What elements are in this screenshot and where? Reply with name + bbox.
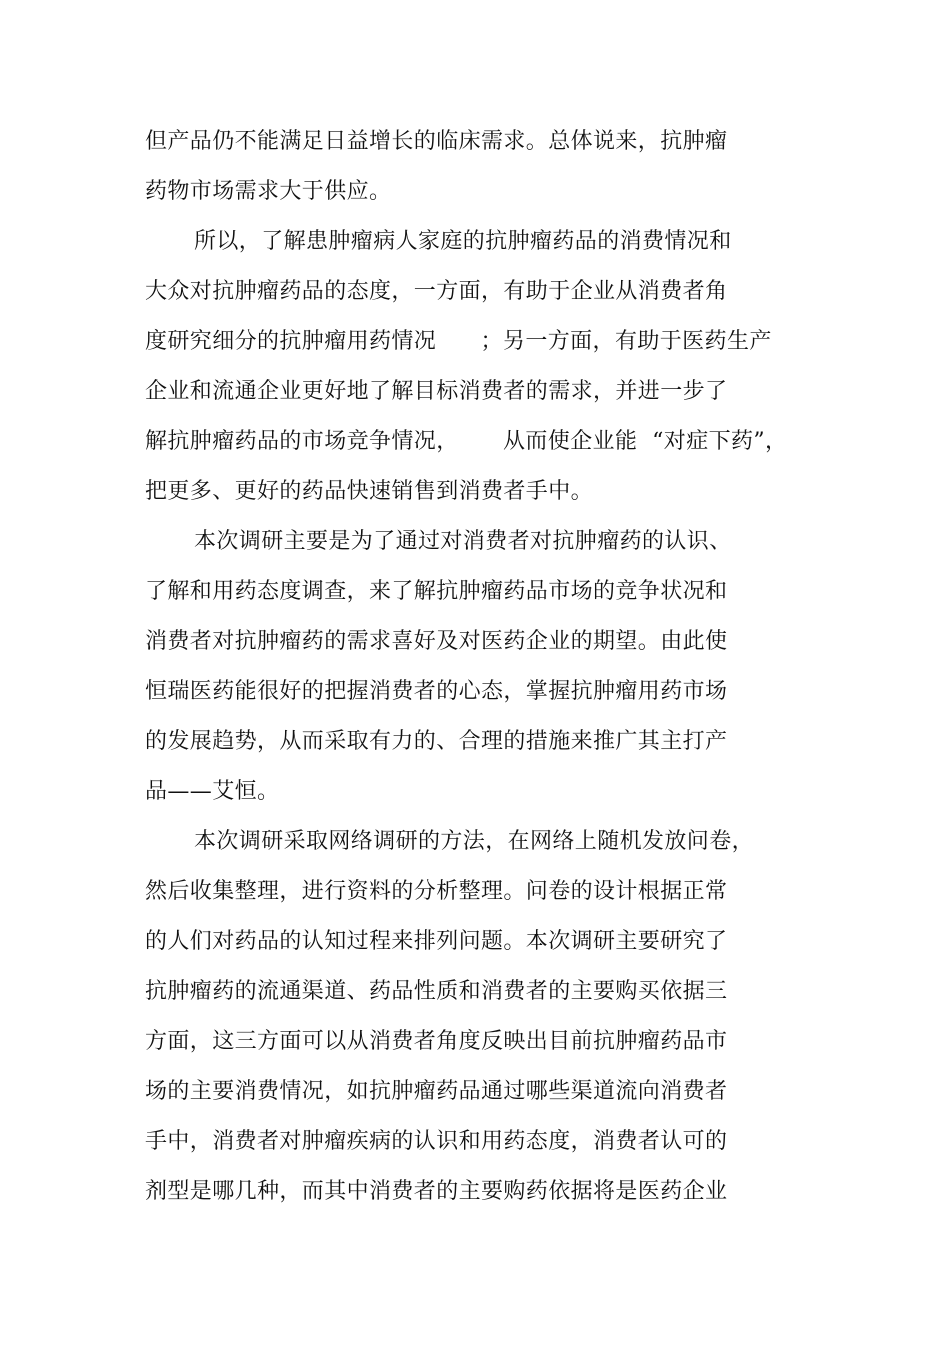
text-line: 然后收集整理，进行资料的分析整理。问卷的设计根据正常: [145, 879, 728, 904]
paragraph-first-line: 所以，了解患肿瘤病人家庭的抗肿瘤药品的消费情况和: [194, 229, 732, 254]
text-line: 的发展趋势，从而采取有力的、合理的措施来推广其主打产: [145, 729, 728, 754]
text-line: 企业和流通企业更好地了解目标消费者的需求，并进一步了: [145, 379, 728, 404]
text-line: 抗肿瘤药的流通渠道、药品性质和消费者的主要购买依据三: [145, 979, 728, 1004]
paragraph-first-line: 本次调研采取网络调研的方法，在网络上随机发放问卷，: [194, 829, 755, 854]
text-line: 度研究细分的抗肿瘤用药情况 ；另一方面，有助于医药生产: [145, 329, 772, 354]
text-line: 了解和用药态度调查，来了解抗肿瘤药品市场的竞争状况和: [145, 579, 728, 604]
text-line: 手中，消费者对肿瘤疾病的认识和用药态度，消费者认可的: [145, 1129, 728, 1154]
text-line: 把更多、更好的药品快速销售到消费者手中。: [145, 479, 594, 504]
text-line: 消费者对抗肿瘤药的需求喜好及对医药企业的期望。由此使: [145, 629, 728, 654]
text-line: 品——艾恒。: [145, 779, 280, 804]
text-line: 但产品仍不能满足日益增长的临床需求。总体说来，抗肿瘤: [145, 129, 728, 154]
text-line: 解抗肿瘤药品的市场竞争情况， 从而使企业能 “对症下药”，: [145, 429, 788, 454]
text-line: 的人们对药品的认知过程来排列问题。本次调研主要研究了: [145, 929, 728, 954]
text-line: 剂型是哪几种，而其中消费者的主要购药依据将是医药企业: [145, 1179, 728, 1204]
paragraph-first-line: 本次调研主要是为了通过对消费者对抗肿瘤药的认识、: [194, 529, 732, 554]
text-line: 大众对抗肿瘤药品的态度，一方面，有助于企业从消费者角: [145, 279, 728, 304]
text-line: 药物市场需求大于供应。: [145, 179, 392, 204]
text-line: 恒瑞医药能很好的把握消费者的心态，掌握抗肿瘤用药市场: [145, 679, 728, 704]
text-line: 方面，这三方面可以从消费者角度反映出目前抗肿瘤药品市: [145, 1029, 728, 1054]
text-line: 场的主要消费情况，如抗肿瘤药品通过哪些渠道流向消费者: [145, 1079, 728, 1104]
